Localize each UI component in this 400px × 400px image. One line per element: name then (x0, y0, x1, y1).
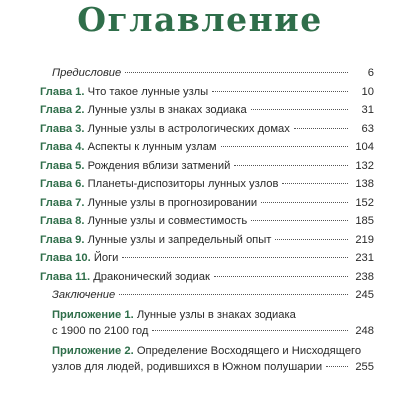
chapter-prefix: Глава 11. (40, 270, 91, 283)
chapter-prefix: Глава 5. (40, 159, 85, 172)
toc-page-number: 10 (361, 85, 374, 98)
chapter-title: Планеты-диспозиторы лунных узлов (87, 178, 279, 190)
toc-chapter-2 (40, 101, 374, 120)
dot-leader (119, 294, 348, 295)
chapter-title: Йоги (93, 252, 119, 264)
chapter-title: Лунные узлы и запредельный опыт (87, 233, 272, 246)
chapter-prefix: Глава 6. (40, 178, 85, 190)
chapter-title: Драконический зодиак (93, 270, 210, 283)
appendix-prefix: Приложение 1. (52, 308, 134, 321)
dot-leader (125, 72, 348, 73)
dot-leader (214, 276, 348, 277)
toc-page-number: 231 (355, 252, 374, 264)
chapter-prefix: Глава 4. (40, 141, 85, 153)
appendix-title-line2: узлов для людей, родившихся в Южном полушарии (52, 360, 323, 373)
dot-leader (326, 366, 348, 367)
chapter-prefix: Глава 8. (40, 215, 85, 227)
dot-leader (152, 330, 348, 331)
toc-page-number: 152 (355, 196, 374, 209)
toc-page-number: 31 (361, 104, 374, 116)
dot-leader (261, 202, 348, 203)
chapter-title: Аспекты к лунным узлам (87, 141, 217, 153)
appendix-title-line2: с 1900 по 2100 год (52, 324, 149, 337)
toc-chapter-8 (40, 212, 374, 231)
toc-chapter-6 (40, 175, 374, 194)
table-of-contents (40, 64, 374, 375)
toc-page-number: 138 (355, 178, 374, 190)
toc-page-number: 245 (355, 289, 374, 301)
toc-page-number: 185 (355, 215, 374, 227)
toc-page-number: 255 (355, 360, 374, 373)
toc-chapter-7 (40, 194, 374, 213)
chapter-prefix: Глава 10. (40, 252, 91, 264)
toc-chapter-4 (40, 138, 374, 157)
chapter-title: Лунные узлы в астрологических домах (87, 122, 290, 135)
toc-page-number: 219 (355, 233, 374, 246)
appendix-title-line1: Лунные узлы в знаках зодиака (136, 308, 296, 321)
appendix-title-line1: Определение Восходящего и Нисходящего (136, 344, 362, 357)
toc-appendix-2 (40, 343, 374, 375)
chapter-prefix: Глава 9. (40, 233, 85, 246)
chapter-prefix: Глава 2. (40, 104, 85, 116)
toc-chapter-11 (40, 268, 374, 287)
dot-leader (275, 239, 348, 240)
toc-page-number: 6 (367, 67, 374, 79)
toc-appendix-1 (40, 307, 374, 339)
chapter-title: Лунные узлы в прогнозировании (87, 196, 258, 209)
dot-leader (212, 91, 348, 92)
toc-preface-label: Предисловие (52, 67, 122, 79)
toc-conclusion-label: Заключение (52, 289, 116, 301)
toc-chapter-1 (40, 83, 374, 102)
dot-leader (294, 128, 348, 129)
toc-page-number: 63 (361, 122, 374, 135)
page-title: Оглавление (77, 0, 323, 39)
toc-page-number: 248 (355, 324, 374, 337)
toc-page-number: 104 (355, 141, 374, 153)
dot-leader (282, 183, 348, 184)
toc-chapter-5 (40, 157, 374, 176)
dot-leader (251, 109, 348, 110)
toc-conclusion (40, 286, 374, 305)
toc-chapter-9 (40, 231, 374, 250)
dot-leader (221, 146, 348, 147)
chapter-prefix: Глава 1. (40, 85, 85, 98)
appendix-prefix: Приложение 2. (52, 344, 134, 357)
toc-chapter-3 (40, 120, 374, 139)
chapter-prefix: Глава 3. (40, 122, 85, 135)
chapter-title: Что такое лунные узлы (87, 85, 209, 98)
chapter-title: Рождения вблизи затмений (87, 159, 231, 172)
chapter-title: Лунные узлы в знаках зодиака (87, 104, 247, 116)
chapter-prefix: Глава 7. (40, 196, 85, 209)
toc-page-number: 132 (355, 159, 374, 172)
dot-leader (234, 165, 348, 166)
toc-page-number: 238 (355, 270, 374, 283)
toc-chapter-10 (40, 249, 374, 268)
dot-leader (122, 257, 348, 258)
dot-leader (251, 220, 348, 221)
chapter-title: Лунные узлы и совместимость (87, 215, 248, 227)
toc-preface (40, 64, 374, 83)
